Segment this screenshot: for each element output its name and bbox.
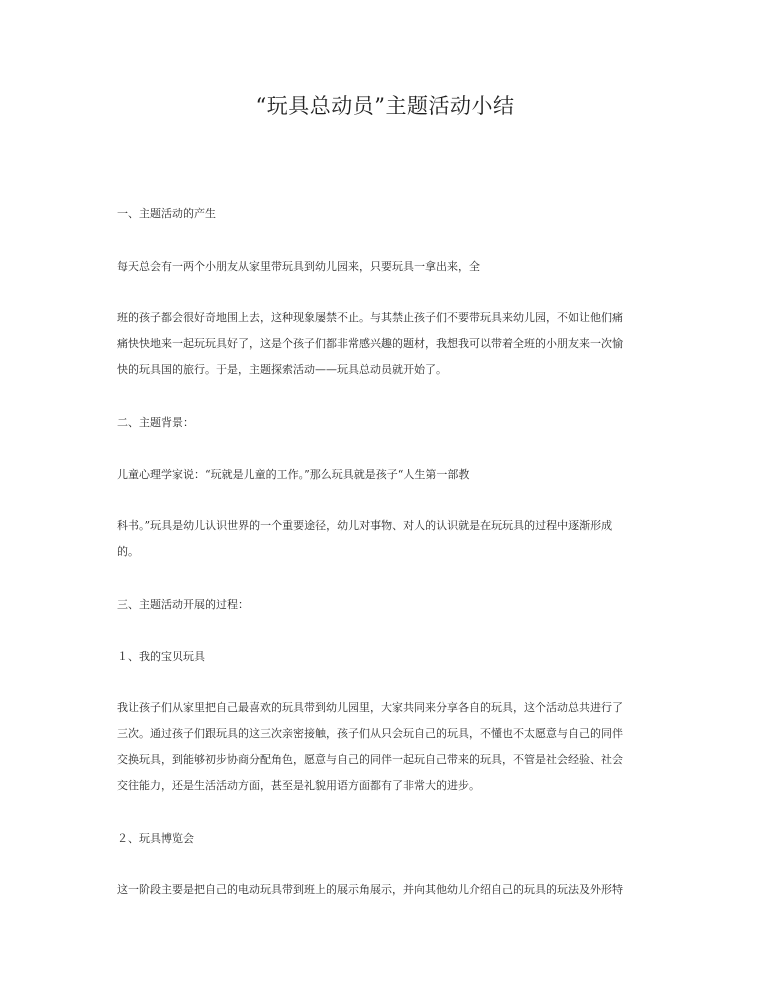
paragraph-line: 我让孩子们从家里把自己最喜欢的玩具带到幼儿园里，大家共同来分享各自的玩具，这个活动总共进行了 (117, 701, 623, 714)
paragraph-line: 科书。”玩具是幼儿认识世界的一个重要途径，幼儿对事物、对人的认识就是在玩玩具的过程中逐渐形成 (117, 519, 613, 532)
subsection-heading-toy-expo: ２、玩具博览会 (117, 832, 194, 845)
paragraph-line: 痛快快地来一起玩玩具好了，这是个孩子们都非常感兴趣的题材，我想我可以带着全班的小朋友来一次愉 (117, 337, 623, 350)
section-heading-background: 二、主题背景： (117, 416, 194, 429)
section-heading-origin: 一、主题活动的产生 (117, 207, 216, 220)
paragraph-line: 儿童心理学家说：“玩就是儿童的工作。”那么玩具就是孩子“人生第一部教 (117, 468, 470, 481)
paragraph-line: 交往能力，还是生活活动方面，甚至是礼貌用语方面都有了非常大的进步。 (117, 779, 480, 792)
paragraph-line: 三次。通过孩子们跟玩具的这三次亲密接触，孩子们从只会玩自己的玩具，不懂也不太愿意与自己的同伴 (117, 727, 623, 740)
paragraph-line: 快的玩具国的旅行。于是，主题探索活动——玩具总动员就开始了。 (117, 363, 447, 376)
paragraph-line: 班的孩子都会很好奇地围上去，这种现象屡禁不止。与其禁止孩子们不要带玩具来幼儿园，不如让他们痛 (117, 311, 623, 324)
paragraph-line: 这一阶段主要是把自己的电动玩具带到班上的展示角展示，并向其他幼儿介绍自己的玩具的玩法及外形特 (117, 883, 623, 896)
paragraph-line: 的。 (117, 545, 139, 558)
paragraph-line: 交换玩具，到能够初步协商分配角色，愿意与自己的同伴一起玩自己带来的玩具，不管是社会经验、社会 (117, 753, 623, 766)
section-heading-process: 三、主题活动开展的过程： (117, 598, 249, 611)
subsection-heading-treasure-toys: １、我的宝贝玩具 (117, 650, 205, 663)
document-title: “玩具总动员”主题活动小结 (255, 94, 515, 118)
paragraph-line: 每天总会有一两个小朋友从家里带玩具到幼儿园来，只要玩具一拿出来，全 (117, 260, 480, 273)
